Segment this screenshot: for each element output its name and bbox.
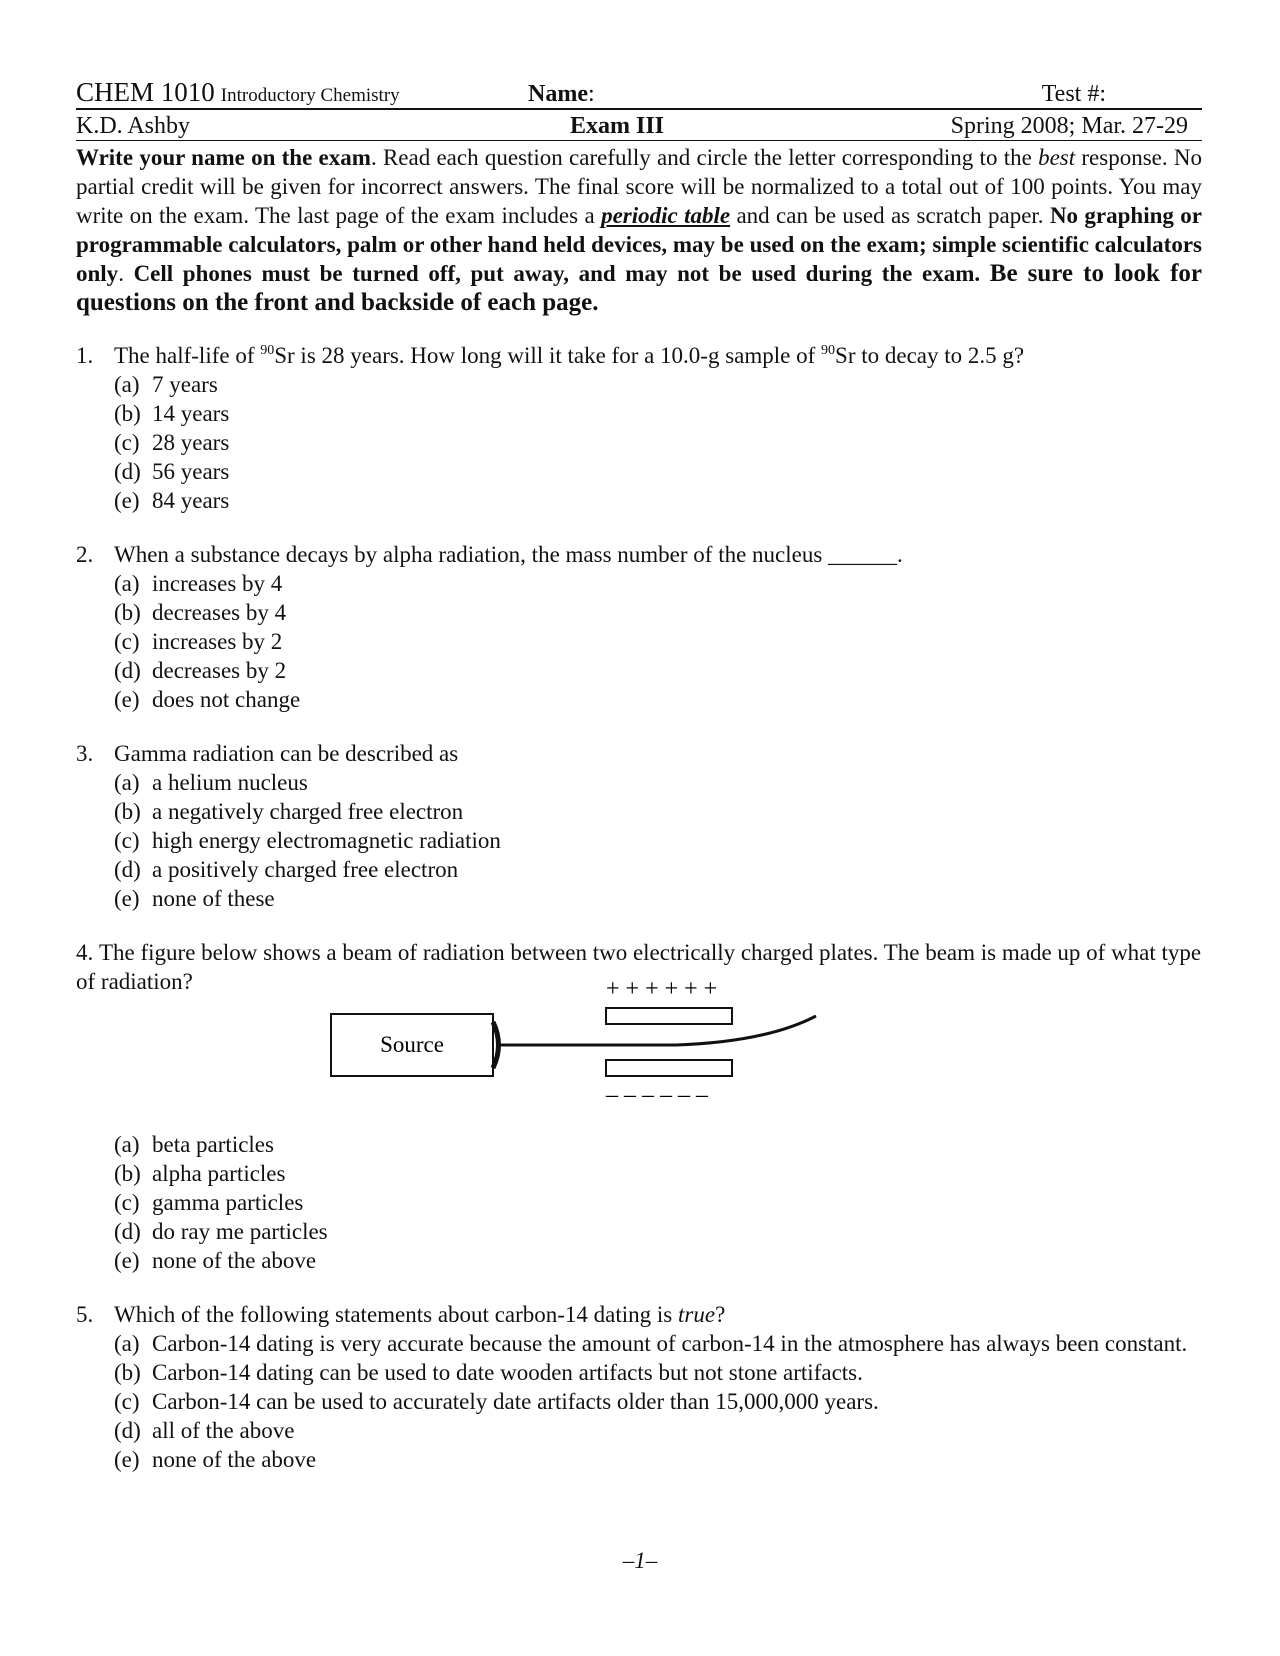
option-text: 56 years [152,459,230,484]
name-field [528,81,595,108]
option-a[interactable] [114,1130,1202,1159]
instr-bold-1: Write your name on the exam [76,145,371,170]
stem-emphasis: true [678,1302,716,1327]
option-text: high energy electromagnetic radiation [152,828,501,853]
instr-text-2: response. No partial credit will be given for incorrect answers. The final score will be normalized to a total out of 100 points. You may write on the exam. The last page of the exam includes a [76,145,1203,228]
option-text: none of the above [152,1248,317,1273]
header-divider-2 [76,140,1202,141]
answer-options [114,768,1202,913]
option-label: (d) [114,658,141,683]
option-c[interactable] [114,1188,1202,1217]
option-b[interactable] [114,399,1202,428]
question-5 [76,1300,1202,1474]
option-label: (c) [114,1190,140,1215]
question-number: 2. [76,542,94,567]
option-label: (b) [114,1161,141,1186]
option-label: (a) [114,372,140,397]
option-text: alpha particles [152,1161,286,1186]
instr-text-3: and can be used as scratch paper. [730,203,1050,228]
instr-bold-3: Cell phones must be turned off, put away, and may not be used during the exam. [133,261,981,286]
option-label: (d) [114,459,141,484]
stem-text [114,1300,725,1329]
option-label: (c) [114,828,140,853]
instructor-name: K.D. Ashby [76,113,191,139]
stem-part: Which of the following statements about carbon-14 dating is [114,1302,679,1327]
question-number: 5. [76,1302,94,1327]
instr-bold-2: No graphing or programmable calculators, palm or other hand held devices, may be used on the exam; simple scientific calculators only [76,203,1202,286]
option-text: 28 years [152,430,230,455]
semester-date: Spring 2008; Mar. 27-29 [950,113,1188,139]
option-d[interactable] [114,457,1202,486]
mass-number-superscript: 90 [821,343,836,358]
stem-part: When a substance decays by alpha radiation, the mass number of the nucleus [114,542,829,567]
option-text: do ray me particles [152,1219,328,1244]
option-d[interactable] [114,1217,1202,1246]
instr-text-1: . Read each question carefully and circle the letter corresponding to the [370,145,1039,170]
question-number: 4. [76,940,94,965]
stem-text: Gamma radiation can be described as [114,741,459,766]
question-3 [76,739,1202,913]
question-stem [76,739,1202,768]
answer-options [114,370,1202,515]
periodic-table-ref: periodic table [601,203,731,228]
option-label: (d) [114,857,141,882]
header-row-2 [76,110,1202,140]
stem-part: Sr to decay to 2.5 g? [835,343,1025,368]
header-row-1 [76,74,1202,108]
minus-charge-signs: – – – – – – [606,1082,708,1108]
option-text: 84 years [152,488,230,513]
instr-text-5 [980,261,990,286]
option-e[interactable] [114,884,1202,913]
option-e[interactable] [114,1246,1202,1275]
option-text: increases by 2 [152,629,283,654]
option-label: (c) [114,629,140,654]
option-a[interactable] [114,569,1202,598]
option-label: (a) [114,770,140,795]
exam-page [76,74,1202,1474]
option-text: 7 years [152,372,218,397]
option-a[interactable] [114,1329,1202,1358]
option-a[interactable] [114,768,1202,797]
option-c[interactable] [114,1387,1202,1416]
option-text: Carbon-14 dating can be used to date wooden artifacts but not stone artifacts. [152,1360,863,1385]
figure-drawing [76,970,1202,1108]
option-c[interactable] [114,627,1202,656]
negative-plate [606,1060,732,1076]
option-a[interactable] [114,370,1202,399]
option-d[interactable] [114,855,1202,884]
exam-title: Exam III [570,113,665,139]
instr-text-4: . [118,261,134,286]
option-label: (b) [114,600,141,625]
stem-text [114,341,1024,370]
option-text: all of the above [152,1418,295,1443]
mass-number-superscript: 90 [260,343,275,358]
course-title [76,77,400,108]
stem-part: ? [715,1302,726,1327]
option-text: 14 years [152,401,230,426]
option-e[interactable] [114,685,1202,714]
course-name: Introductory Chemistry [220,85,400,106]
radiation-deflection-figure [76,976,1202,1130]
option-label: (e) [114,1447,140,1472]
option-text: increases by 4 [152,571,283,596]
option-text: a helium nucleus [152,770,308,795]
question-stem [76,1300,1202,1329]
question-number: 3. [76,741,94,766]
option-label: (d) [114,1219,141,1244]
option-label: (b) [114,401,141,426]
option-label: (a) [114,571,140,596]
option-text: none of these [152,886,275,911]
option-label: (c) [114,430,140,455]
answer-blank: ______ [828,542,898,567]
question-stem [76,540,1202,569]
instr-bold-4: Be sure to look for questions on the front and backside of each page. [76,260,1202,316]
plus-charge-signs: + + + + + + [606,976,718,1002]
question-2 [76,540,1202,714]
option-e[interactable] [114,1445,1202,1474]
test-number-field: Test #: [1041,81,1106,107]
option-text: gamma particles [152,1190,304,1215]
page-number: –1– [622,1548,658,1573]
positive-plate [606,1008,732,1024]
option-text: a positively charged free electron [152,857,459,882]
course-code: CHEM 1010 [76,77,215,107]
option-label: (b) [114,1360,141,1385]
name-label: Name [528,81,588,107]
option-text: Carbon-14 can be used to accurately date artifacts older than 15,000,000 years. [152,1389,879,1414]
instructions [76,143,1202,317]
option-b[interactable] [114,1159,1202,1188]
option-label: (a) [114,1132,140,1157]
option-label: (e) [114,687,140,712]
option-b[interactable] [114,797,1202,826]
option-e[interactable] [114,486,1202,515]
option-text: none of the above [152,1447,317,1472]
answer-options [114,1130,1202,1275]
option-label: (d) [114,1418,141,1443]
option-text: a negatively charged free electron [152,799,464,824]
stem-part: The half-life of [114,343,261,368]
stem-text: The figure below shows a beam of radiation between two electrically charged plates. The beam is made up of what type of radiation? [76,940,1202,994]
option-d[interactable] [114,1416,1202,1445]
source-label: Source [380,1032,444,1057]
option-b[interactable] [114,1358,1202,1387]
option-label: (c) [114,1389,140,1414]
stem-part: . [897,542,903,567]
question-number: 1. [76,343,94,368]
option-c[interactable] [114,826,1202,855]
option-text: beta particles [152,1132,274,1157]
option-text: decreases by 2 [152,658,287,683]
option-label: (e) [114,886,140,911]
option-label: (b) [114,799,141,824]
stem-part: Sr is 28 years. How long will it take for a 10.0-g sample of [274,343,822,368]
answer-options [114,1329,1202,1474]
option-label: (a) [114,1331,140,1356]
question-4 [76,938,1202,1275]
instr-best: best [1038,145,1076,170]
question-1 [76,341,1202,515]
option-label: (e) [114,1248,140,1273]
stem-text [114,540,903,569]
option-b[interactable] [114,598,1202,627]
option-text: decreases by 4 [152,600,287,625]
option-text: does not change [152,687,301,712]
option-text: Carbon-14 dating is very accurate because the amount of carbon-14 in the atmosphere has always been constant. [152,1331,1188,1356]
question-stem [76,341,1202,370]
option-d[interactable] [114,656,1202,685]
answer-options [114,569,1202,714]
name-colon: : [587,81,595,107]
option-c[interactable] [114,428,1202,457]
option-label: (e) [114,488,140,513]
